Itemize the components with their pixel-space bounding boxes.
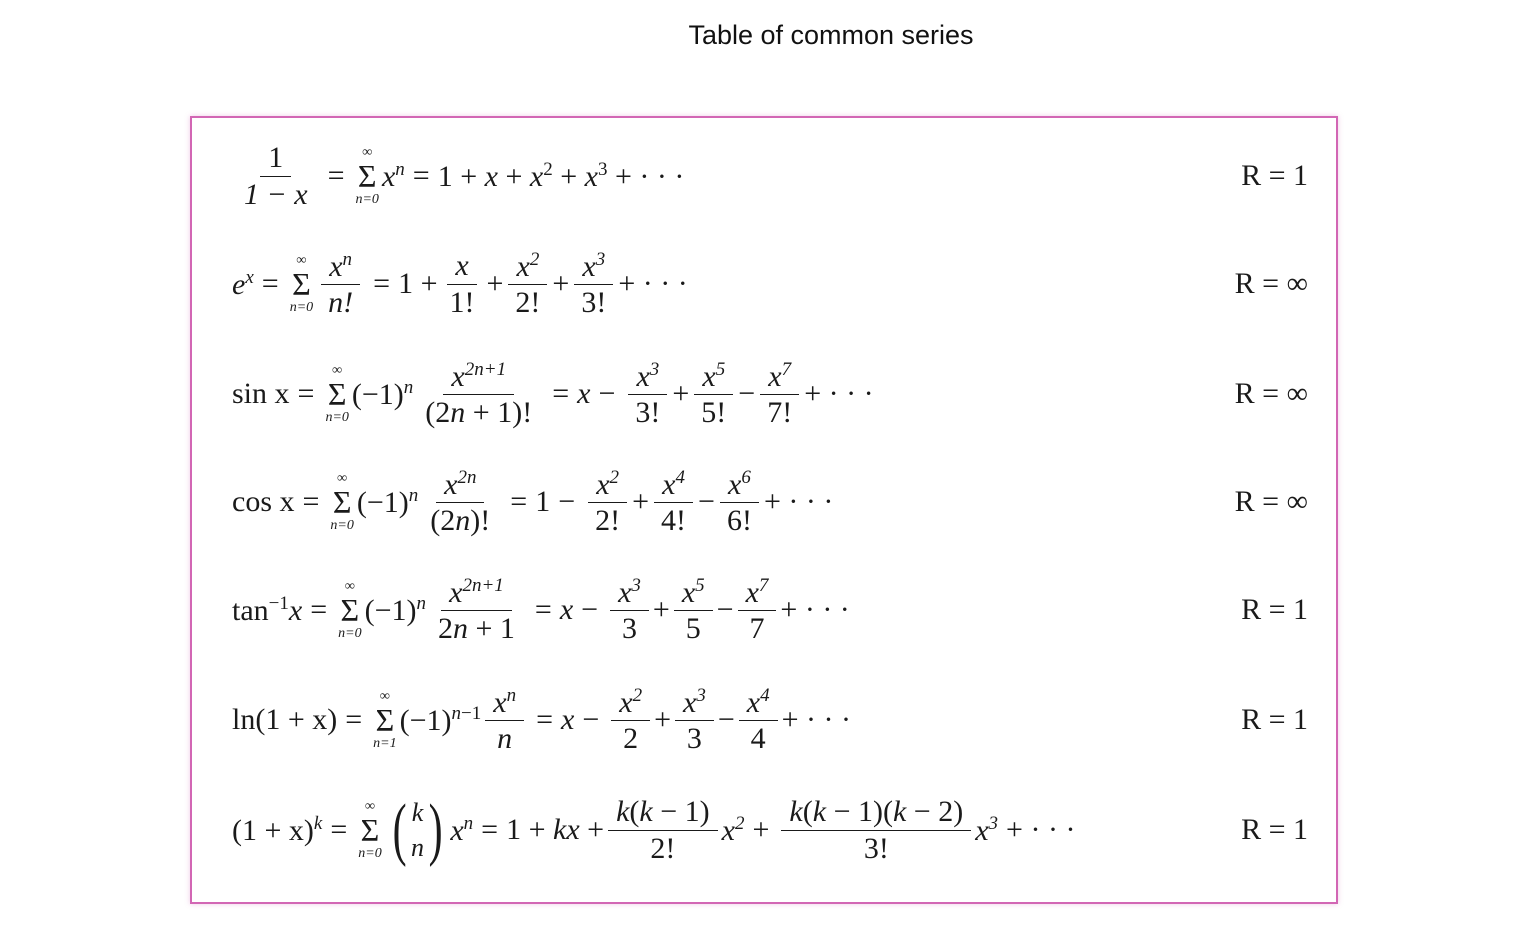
- lhs-fraction: [236, 142, 316, 210]
- formula-natural-log: ln(1 + x) = ∞ Σ n=1 $(-1)^{n-1}$ $\frac{x^n}{n}$ = x − $\frac{x^2}{2}$ + $\frac{x^3}{3}$ − $\frac{x^4}{4}$ + · · ·: [232, 684, 851, 755]
- formula-arctangent: $\tan^{-1}x$ = ∞ Σ n=0 $(-1)^n$ $\frac{x^{2n+1}}{2n + 1}$ = x − $\frac{x^3}{3}$ + $\frac{x^5}{5}$ − $\frac{x^7}{7}$ + · · ·: [232, 574, 850, 645]
- lhs-label: sin x: [232, 377, 290, 410]
- formula-geometric: $\frac{1}{1 - x}$ = ∞ Σ n=0 $x^n$ = $1 + x + x^2 + x^3$ + · · ·: [232, 126, 684, 226]
- summation-symbol: ∞ Σ n=0: [338, 578, 362, 641]
- formula-cosine: cos x = ∞ Σ n=0 $(-1)^n$ $\frac{x^{2n}}{(2n)!}$ = 1 − $\frac{x^2}{2!}$ + $\frac{x^4}{4!}$ − $\frac{x^6}{6!}$ + · · ·: [232, 466, 834, 537]
- summation-symbol: ∞ Σ n=0: [355, 144, 379, 207]
- lhs-label: $e^x$: [232, 266, 254, 301]
- summation-symbol: ∞ Σ n=0: [330, 470, 354, 533]
- series-table: [190, 116, 1338, 904]
- series-row-cosine: [192, 452, 1336, 552]
- binomial-coefficient: ( k n ): [392, 791, 443, 868]
- radius-of-convergence: R = 1: [1241, 813, 1308, 846]
- summation-symbol: ∞ Σ n=0: [325, 362, 349, 425]
- summation-symbol: ∞ Σ n=0: [289, 252, 314, 315]
- series-row-binomial: [192, 780, 1336, 880]
- lhs-label: ln(1 + x): [232, 703, 338, 736]
- series-row-exponential: [192, 234, 1336, 334]
- radius-of-convergence: R = ∞: [1234, 377, 1308, 410]
- series-row-geometric: [192, 126, 1336, 226]
- series-row-sine: [192, 344, 1336, 444]
- summation-symbol: ∞ Σ n=0: [358, 798, 382, 861]
- lhs-label: $(1 + x)^k$: [232, 812, 323, 847]
- page-title: Table of common series: [688, 20, 974, 50]
- radius-of-convergence: R = 1: [1241, 703, 1308, 736]
- radius-of-convergence: R = ∞: [1234, 485, 1308, 518]
- lhs-numerator: 1: [260, 142, 291, 177]
- radius-of-convergence: R = ∞: [1234, 267, 1308, 300]
- summation-symbol: ∞ Σ n=1: [373, 688, 397, 751]
- lhs-label: $\tan^{-1}x$: [232, 592, 303, 627]
- lhs-label: cos x: [232, 485, 295, 518]
- formula-exponential: $e^x$ = ∞ Σ n=0 $\frac{x^n}{n!}$ = 1 + $\frac{x}{1!}$ + $\frac{x^2}{2!}$ + $\frac{x^3}{3!}$ + · · ·: [232, 248, 688, 319]
- formula-sine: sin x = ∞ Σ n=0 $(-1)^n$ $\frac{x^{2n+1}}{(2n + 1)!}$ = x − $\frac{x^3}{3!}$ + $\frac{x^5}{5!}$ − $\frac{x^7}{7!}$ + · · ·: [232, 358, 874, 429]
- lhs-denominator: 1 − x: [244, 177, 308, 211]
- radius-of-convergence: R = 1: [1241, 593, 1308, 626]
- series-row-arctangent: [192, 560, 1336, 660]
- series-row-natural-log: [192, 670, 1336, 770]
- radius-of-convergence: R = 1: [1241, 159, 1308, 192]
- formula-binomial: $(1 + x)^k$ = ∞ Σ n=0 ( k n ) $x^n$ = 1 + kx + $\frac{k(k - 1)}{2!}$ $x^2$ + $\frac{k(k - 1)(k - 2)}{3!}$ $x^3$ + · · ·: [232, 791, 1076, 868]
